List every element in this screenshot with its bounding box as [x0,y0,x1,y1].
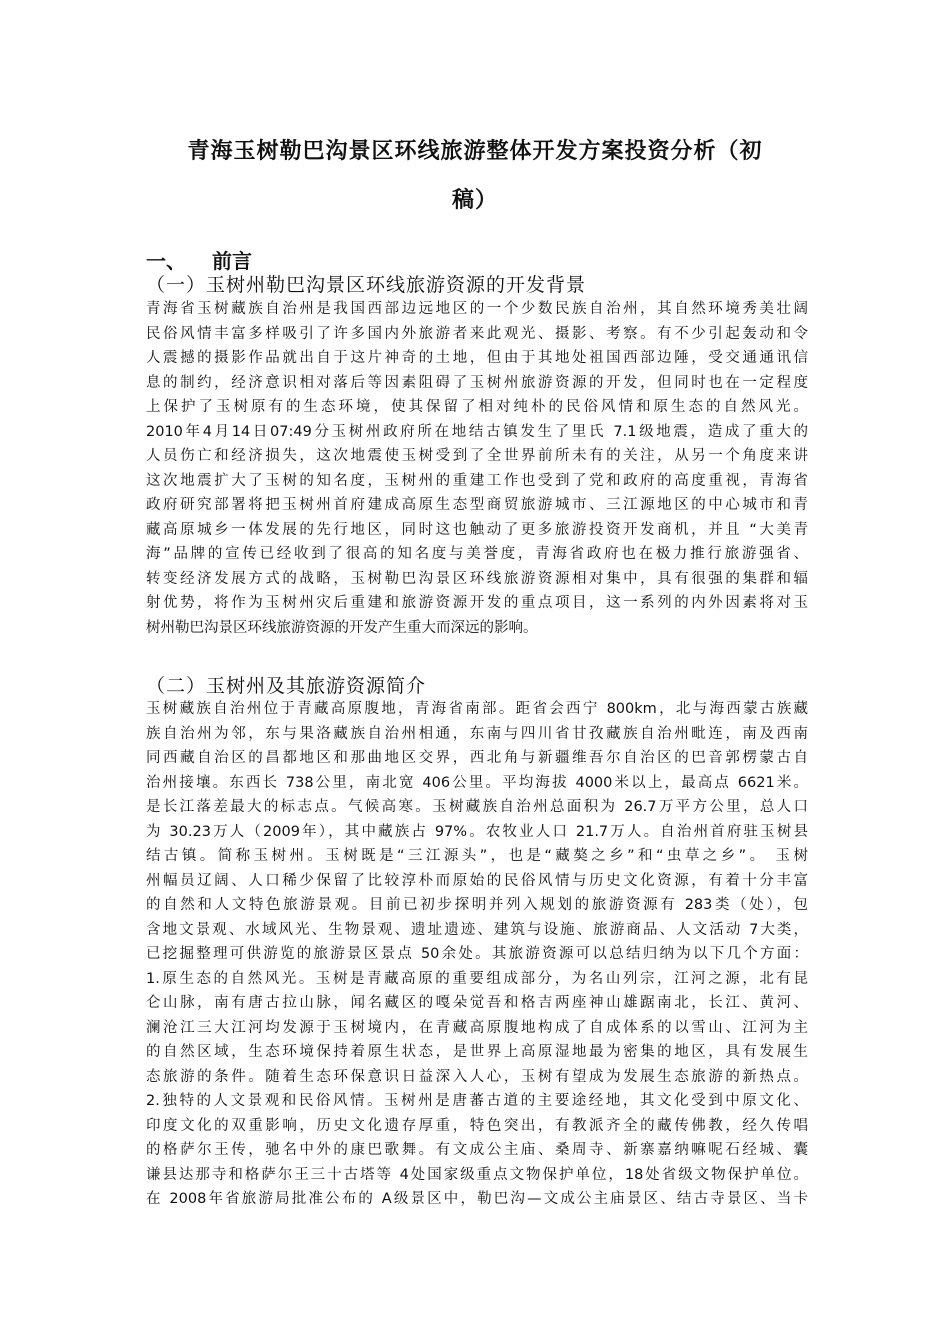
paragraph-line: 已挖掘整理可供游览的旅游景区景点 50余处。其旅游资源可以总结归纳为以下几个方面： [146,946,808,962]
paragraph-line: 谦县达那寺和格萨尔王三十古塔等 4处国家级重点文物保护单位，18处省级文物保护单位。 [146,1166,808,1183]
paragraph-line: 息的制约，经济意识相对落后等因素阻碍了玉树州旅游资源的开发，但同时也在一定程度 [146,374,808,391]
paragraph-line: 仑山脉，南有唐古拉山脉，闻名藏区的嘎朵觉吾和格吉两座神山雄踞南北，长江、黄河、 [146,995,808,1011]
subsection-heading-introduction: （二）玉树州及其旅游资源简介 [146,675,427,697]
paragraph-line: 藏高原城乡一体发展的先行地区，同时这也触动了更多旅游投资开发商机，并且 “大美青 [146,521,808,538]
paragraph-line: 人员伤亡和经济损失，这次地震使玉树受到了全世界前所未有的关注，从另一个角度来讲 [146,448,808,464]
paragraph-line: 海”品牌的宣传已经收到了很高的知名度与美誉度，青海省政府也在极力推行旅游强省、 [146,546,808,562]
paragraph-line: 含地文景观、水域风光、生物景观、遗址遗迹、建筑与设施、旅游商品、人文活动 7大类， [146,921,808,938]
paragraph-line: 2.独特的人文景观和民俗风情。玉树州是唐蕃古道的主要途经地，其文化受到中原文化、 [146,1093,808,1109]
paragraph-line: 转变经济发展方式的战略，玉树勒巴沟景区环线旅游资源相对集中，具有很强的集群和辐 [146,570,808,587]
paragraph-line: 民俗风情丰富多样吸引了许多国内外旅游者来此观光、摄影、考察。有不少引起轰动和令 [146,325,808,342]
subsection-heading-background: （一）玉树州勒巴沟景区环线旅游资源的开发背景 [146,274,587,296]
paragraph-line: 射优势，将作为玉树州灾后重建和旅游资源开发的重点项目，这一系列的内外因素将对玉 [146,595,808,611]
paragraph-line: 人震撼的摄影作品就出自于这片神奇的土地，但由于其地处祖国西部边陲，受交通通讯信 [146,350,808,366]
paragraph-line: 在 2008年省旅游局批准公布的 A级景区中，勒巴沟—文成公主庙景区、结古寺景区、当卡 [146,1191,808,1207]
paragraph-line: 印度文化的双重影响，历史文化遗存厚重，特色突出，有教派齐全的藏传佛教，经久传唱 [146,1117,808,1134]
paragraph-line: 为 30.23万人（2009年），其中藏族占 97%。农牧业人口 21.7万人。自治州首府驻玉树县 [146,823,808,840]
paragraph-line: 的自然和人文特色旅游景观。目前已初步探明并列入规划的旅游资源有 283类（处），包 [146,897,808,913]
paragraph-line: 玉树藏族自治州位于青藏高原腹地，青海省南部。距省会西宁 800km，北与海西蒙古族藏 [146,701,808,717]
paragraph-line: 青海省玉树藏族自治州是我国西部边远地区的一个少数民族自治州，其自然环境秀美壮阔 [146,301,808,317]
paragraph-line: 同西藏自治区的昌都地区和那曲地区交界，西北角与新疆维吾尔自治区的巴音郭楞蒙古自 [146,750,808,766]
document-title-line-2: 稿） [451,187,498,213]
paragraph-line: 澜沧江三大江河均发源于玉树境内，在青藏高原腹地构成了自成体系的以雪山、江河为主 [146,1019,808,1036]
paragraph-line: 1.原生态的自然风光。玉树是青藏高原的重要组成部分，为名山列宗，江河之源，北有昆 [146,970,808,987]
paragraph-line: 树州勒巴沟景区环线旅游资源的开发产生重大而深远的影响。 [146,619,538,636]
section-number: 一、 [146,249,186,273]
document-title-line-1: 青海玉树勒巴沟景区环线旅游整体开发方案投资分析（初 [187,138,763,164]
paragraph-line: 这次地震扩大了玉树的知名度，玉树州的重建工作也受到了党和政府的高度重视，青海省 [146,472,808,489]
section-title: 前言 [212,249,252,273]
paragraph-line: 治州接壤。东西长 738公里，南北宽 406公里。平均海拔 4000米以上，最高点 6621米。 [146,774,808,791]
paragraph-line: 态旅游的条件。随着生态环保意识日益深入人心，玉树有望成为发展生态旅游的新热点。 [146,1068,808,1085]
paragraph-line: 上保护了玉树原有的生态环境，使其保留了相对纯朴的民俗风情和原生态的自然风光。 [146,399,808,415]
paragraph-introduction [146,697,808,1212]
paragraph-line: 的自然区域，生态环境保持着原生状态，是世界上高原湿地最为密集的地区，具有发展生 [146,1044,808,1060]
paragraph-line: 2010年4月14日07:49分玉树州政府所在地结古镇发生了里氏 7.1级地震，造成了重大的 [146,423,808,440]
section-heading-preface [146,248,252,274]
paragraph-line: 族自治州为邻，东与果洛藏族自治州相通，东南与四川省甘孜藏族自治州毗连，南及西南 [146,725,808,742]
paragraph-line: 州幅员辽阔、人口稀少保留了比较淳朴而原始的民俗风情与历史文化资源，有着十分丰富 [146,872,808,889]
paragraph-line: 的格萨尔王传，驰名中外的康巴歌舞。有文成公主庙、桑周寺、新寨嘉纳嘛呢石经城、囊 [146,1142,808,1158]
paragraph-background [146,297,808,640]
paragraph-line: 政府研究部署将把玉树州首府建成高原生态型商贸旅游城市、三江源地区的中心城市和青 [146,497,808,513]
paragraph-line: 结古镇。简称玉树州。玉树既是“三江源头”，也是“藏獒之乡”和“虫草之乡”。 玉树 [146,848,808,864]
paragraph-line: 是长江落差最大的标志点。气候高寒。玉树藏族自治州总面积为 26.7万平方公里，总人口 [146,799,808,815]
